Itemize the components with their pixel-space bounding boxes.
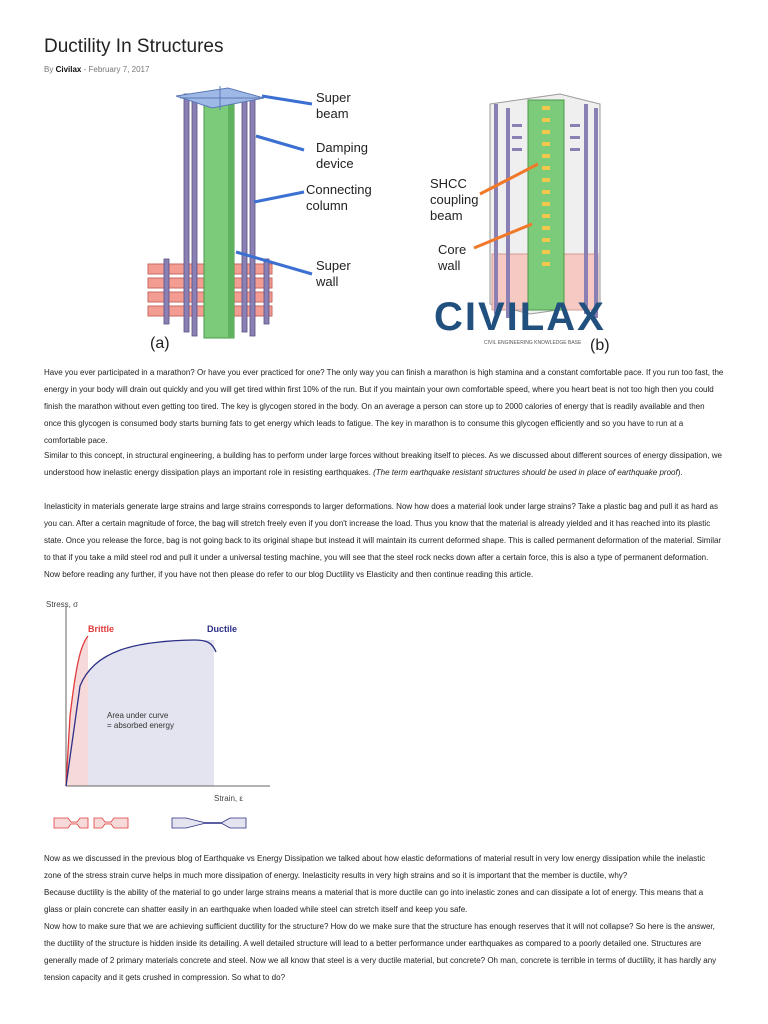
shcc-label-1: SHCC xyxy=(430,176,467,191)
connecting-label-2: column xyxy=(306,198,348,213)
article-title: Ductility In Structures xyxy=(44,36,224,57)
area-label-2: = absorbed energy xyxy=(107,721,174,730)
paragraph-marathon: Have you ever participated in a marathon? Or have you ever practiced for one? The only way you can finish a marathon is high stamina and a constant comfortable pace. If you run too fast, the energy in your body will drain out quickly and you will get tired within first 10% of the run. But if you maintain your own comfortable speed, where you heart beat is not too high then you could finish the marathon without even getting too tired. The key is glycogen stored in the body. On an average a person can store up to 2000 calories of energy that is readily available and then once this glycogen is consumed body starts burning fats to get energy which leads to fatigue. The key in marathon is to consume this glycogen efficiently and so you have to run at a comfortable pace. xyxy=(44,368,724,445)
panel-a-diagram xyxy=(148,86,372,352)
connecting-label-1: Connecting xyxy=(306,182,372,197)
paragraph-energy-dissipation xyxy=(44,447,724,481)
stress-axis-label: Stress, σ xyxy=(46,600,79,609)
structure-figure xyxy=(140,84,640,356)
super-beam-label-2: beam xyxy=(316,106,349,121)
paragraph-energy-text: Similar to this concept, in structural engineering, a building has to perform under large forces without breaking itself to pieces. As we discussed about different sources of energy dissipation, we understood how inelastic energy dissipation plays an important role in resisting earthquakes. xyxy=(44,451,722,477)
post-date: February 7, 2017 xyxy=(88,65,150,74)
byline-separator: - xyxy=(83,65,87,74)
paragraph-earthquake-dissipation: Now as we discussed in the previous blog of Earthquake vs Energy Dissipation we talked about how elastic deformations of material result in very low energy dissipation while the inelastic zone of the stress strain curve helps in much more dissipation of energy. Inelasticity results in very high strains and so it is important that the member is ductile, why? xyxy=(44,854,706,880)
paragraph-ductility-definition: Because ductility is the ability of the material to go under large strains means a material that is more ductile can go into inelastic zones and can dissipate a lot of energy. This means that a glass or plain concrete can shatter easily in an earthquake when loaded while steel can stretch itself and keep you safe. xyxy=(44,888,704,914)
shcc-label-2: coupling xyxy=(430,192,479,207)
super-wall-label-1: Super xyxy=(316,258,351,273)
stress-strain-figure xyxy=(44,596,276,836)
paragraph-energy-italic: (The term earthquake resistant structures should be used in place of earthquake proof xyxy=(373,468,678,477)
by-label: By xyxy=(44,65,54,74)
panel-a-caption: (a) xyxy=(150,335,170,352)
paragraph-energy-end: ). xyxy=(677,468,683,477)
byline xyxy=(44,65,149,74)
paragraph-inelasticity: Inelasticity in materials generate large strains and large strains corresponds to larger deformations. Now how does a material look under large strains? Take a plastic bag and pull it as hard as you can. After a certain magnitude of force, the bag will stretch freely even if you don't increase the load. Thus you know that the material is already yielded and it has reached into its plastic state. Once you release the force, bag is not going back to its original shape but instead it will maintain its current deformed shape. This is called permanent deformation of the material. Similar to that if you take a mild steel rod and pull it under a universal testing machine, you will see that the steel rock necks down after a certain force, this is also a type of permanent deformation. Now before reading any further, if you have not then please do refer to our blog Ductility vs Elasticity and then continue reading this article. xyxy=(44,502,722,579)
damping-label-1: Damping xyxy=(316,140,369,155)
panel-b-caption: (b) xyxy=(590,337,610,354)
strain-axis-label: Strain, ε xyxy=(214,794,243,803)
core-wall-label-1: Core xyxy=(438,242,467,257)
panel-b-diagram xyxy=(430,94,610,354)
ductile-label: Ductile xyxy=(207,624,238,634)
super-beam-label-1: Super xyxy=(316,90,351,105)
civilax-watermark: CIVILAX xyxy=(434,295,606,339)
paragraph-detailing: Now how to make sure that we are achieving sufficient ductility for the structure? How do we make sure that the structure has enough reserves that it will not collapse? So here is the answer, the ductility of the structure is hidden inside its detailing. A well detailed structure will lead to a better performance under earthquakes as compared to a poorly detailed one. Structures are generally made of 2 primary materials concrete and steel. Now we all know that steel is a very ductile material, but concrete? Oh man, concrete is terrible in terms of ductility, it has hardly any tension capacity and it gets crushed in compression. So what to do? xyxy=(44,922,717,982)
super-wall-label-2: wall xyxy=(316,274,339,289)
damping-label-2: device xyxy=(316,156,354,171)
brittle-label: Brittle xyxy=(88,624,115,634)
area-label-1: Area under curve xyxy=(107,711,169,720)
author-link[interactable]: Civilax xyxy=(55,65,82,74)
shcc-label-3: beam xyxy=(430,208,463,223)
watermark-subtitle: CIVIL ENGINEERING KNOWLEDGE BASE xyxy=(484,340,582,346)
core-wall-label-2: wall xyxy=(438,258,461,273)
